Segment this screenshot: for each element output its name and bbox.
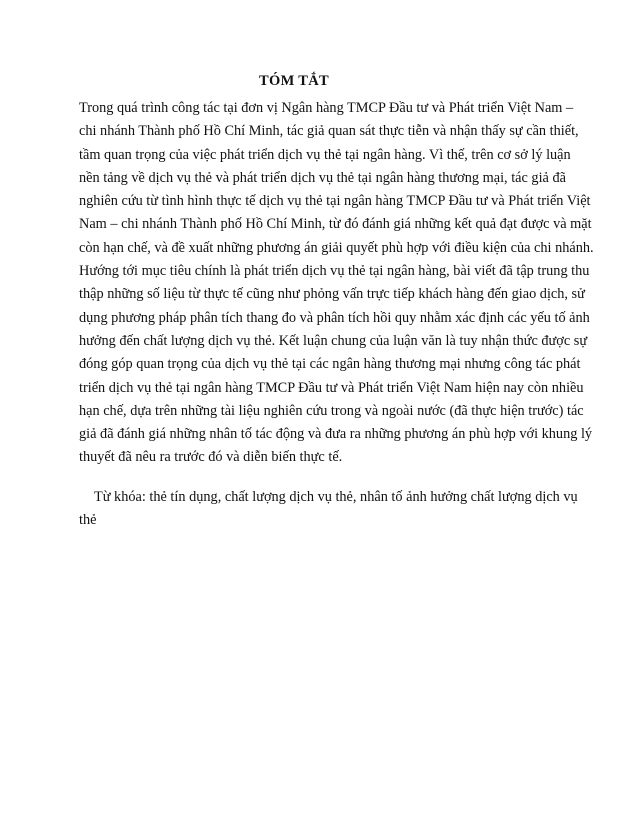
keywords-line: Từ khóa: thẻ tín dụng, chất lượng dịch vụ thẻ, nhân tố ảnh hưởng chất lượng dịch vụ <box>94 489 578 505</box>
abstract-line: hưởng đến chất lượng dịch vụ thẻ. Kết luận chung của luận văn là tuy nhận thức được sự <box>79 332 588 349</box>
abstract-line: dụng phương pháp phân tích thang đo và phân tích hồi quy nhằm xác định các yếu tố ảnh <box>79 309 590 326</box>
page-title: TÓM TẮT <box>259 73 329 89</box>
abstract-line: Nam – chi nhánh Thành phố Hồ Chí Minh, từ đó đánh giá những kết quả đạt được và mặt <box>79 216 592 233</box>
abstract-line: còn hạn chế, và đề xuất những phương án giải quyết phù hợp với điều kiện của chi nhánh. <box>79 239 594 256</box>
abstract-line: chi nhánh Thành phố Hồ Chí Minh, tác giả quan sát thực tiễn và nhận thấy sự cần thiết, <box>79 123 579 140</box>
abstract-line: thuyết đã nêu ra trước đó và diễn biến thực tế. <box>79 449 343 466</box>
abstract-line: hạn chế, dựa trên những tài liệu nghiên cứu trong và ngoài nước (đã thực hiện trước) tác <box>79 402 584 419</box>
abstract-line: giả đã đánh giá những nhân tố tác động và đưa ra những phương án phù hợp với khung lý <box>79 426 593 443</box>
abstract-paragraph <box>79 97 594 470</box>
abstract-line: thập những số liệu từ thực tế cũng như phỏng vấn trực tiếp khách hàng đến giao dịch, sử <box>79 286 585 303</box>
abstract-line: triển dịch vụ thẻ tại ngân hàng TMCP Đầu tư và Phát triển Việt Nam hiện nay còn nhiều <box>79 379 584 396</box>
abstract-line: Hướng tới mục tiêu chính là phát triển dịch vụ thẻ tại ngân hàng, bài viết đã tập trung thu <box>79 263 590 280</box>
abstract-line: đóng góp quan trọng của dịch vụ thẻ tại các ngân hàng thương mại nhưng công tác phát <box>79 356 581 373</box>
keywords-line: thẻ <box>79 512 97 529</box>
keywords-paragraph <box>79 486 578 533</box>
abstract-line: tầm quan trọng của việc phát triển dịch vụ thẻ tại ngân hàng. Vì thế, trên cơ sở lý luận <box>79 146 571 163</box>
abstract-line: nghiên cứu từ tình hình thực tế dịch vụ thẻ tại ngân hàng TMCP Đầu tư và Phát triển Việt <box>79 193 591 210</box>
abstract-line: nền tảng về dịch vụ thẻ và phát triển dịch vụ thẻ tại ngân hàng thương mại, tác giả đã <box>79 169 566 186</box>
abstract-line: Trong quá trình công tác tại đơn vị Ngân hàng TMCP Đầu tư và Phát triển Việt Nam – <box>79 100 574 116</box>
